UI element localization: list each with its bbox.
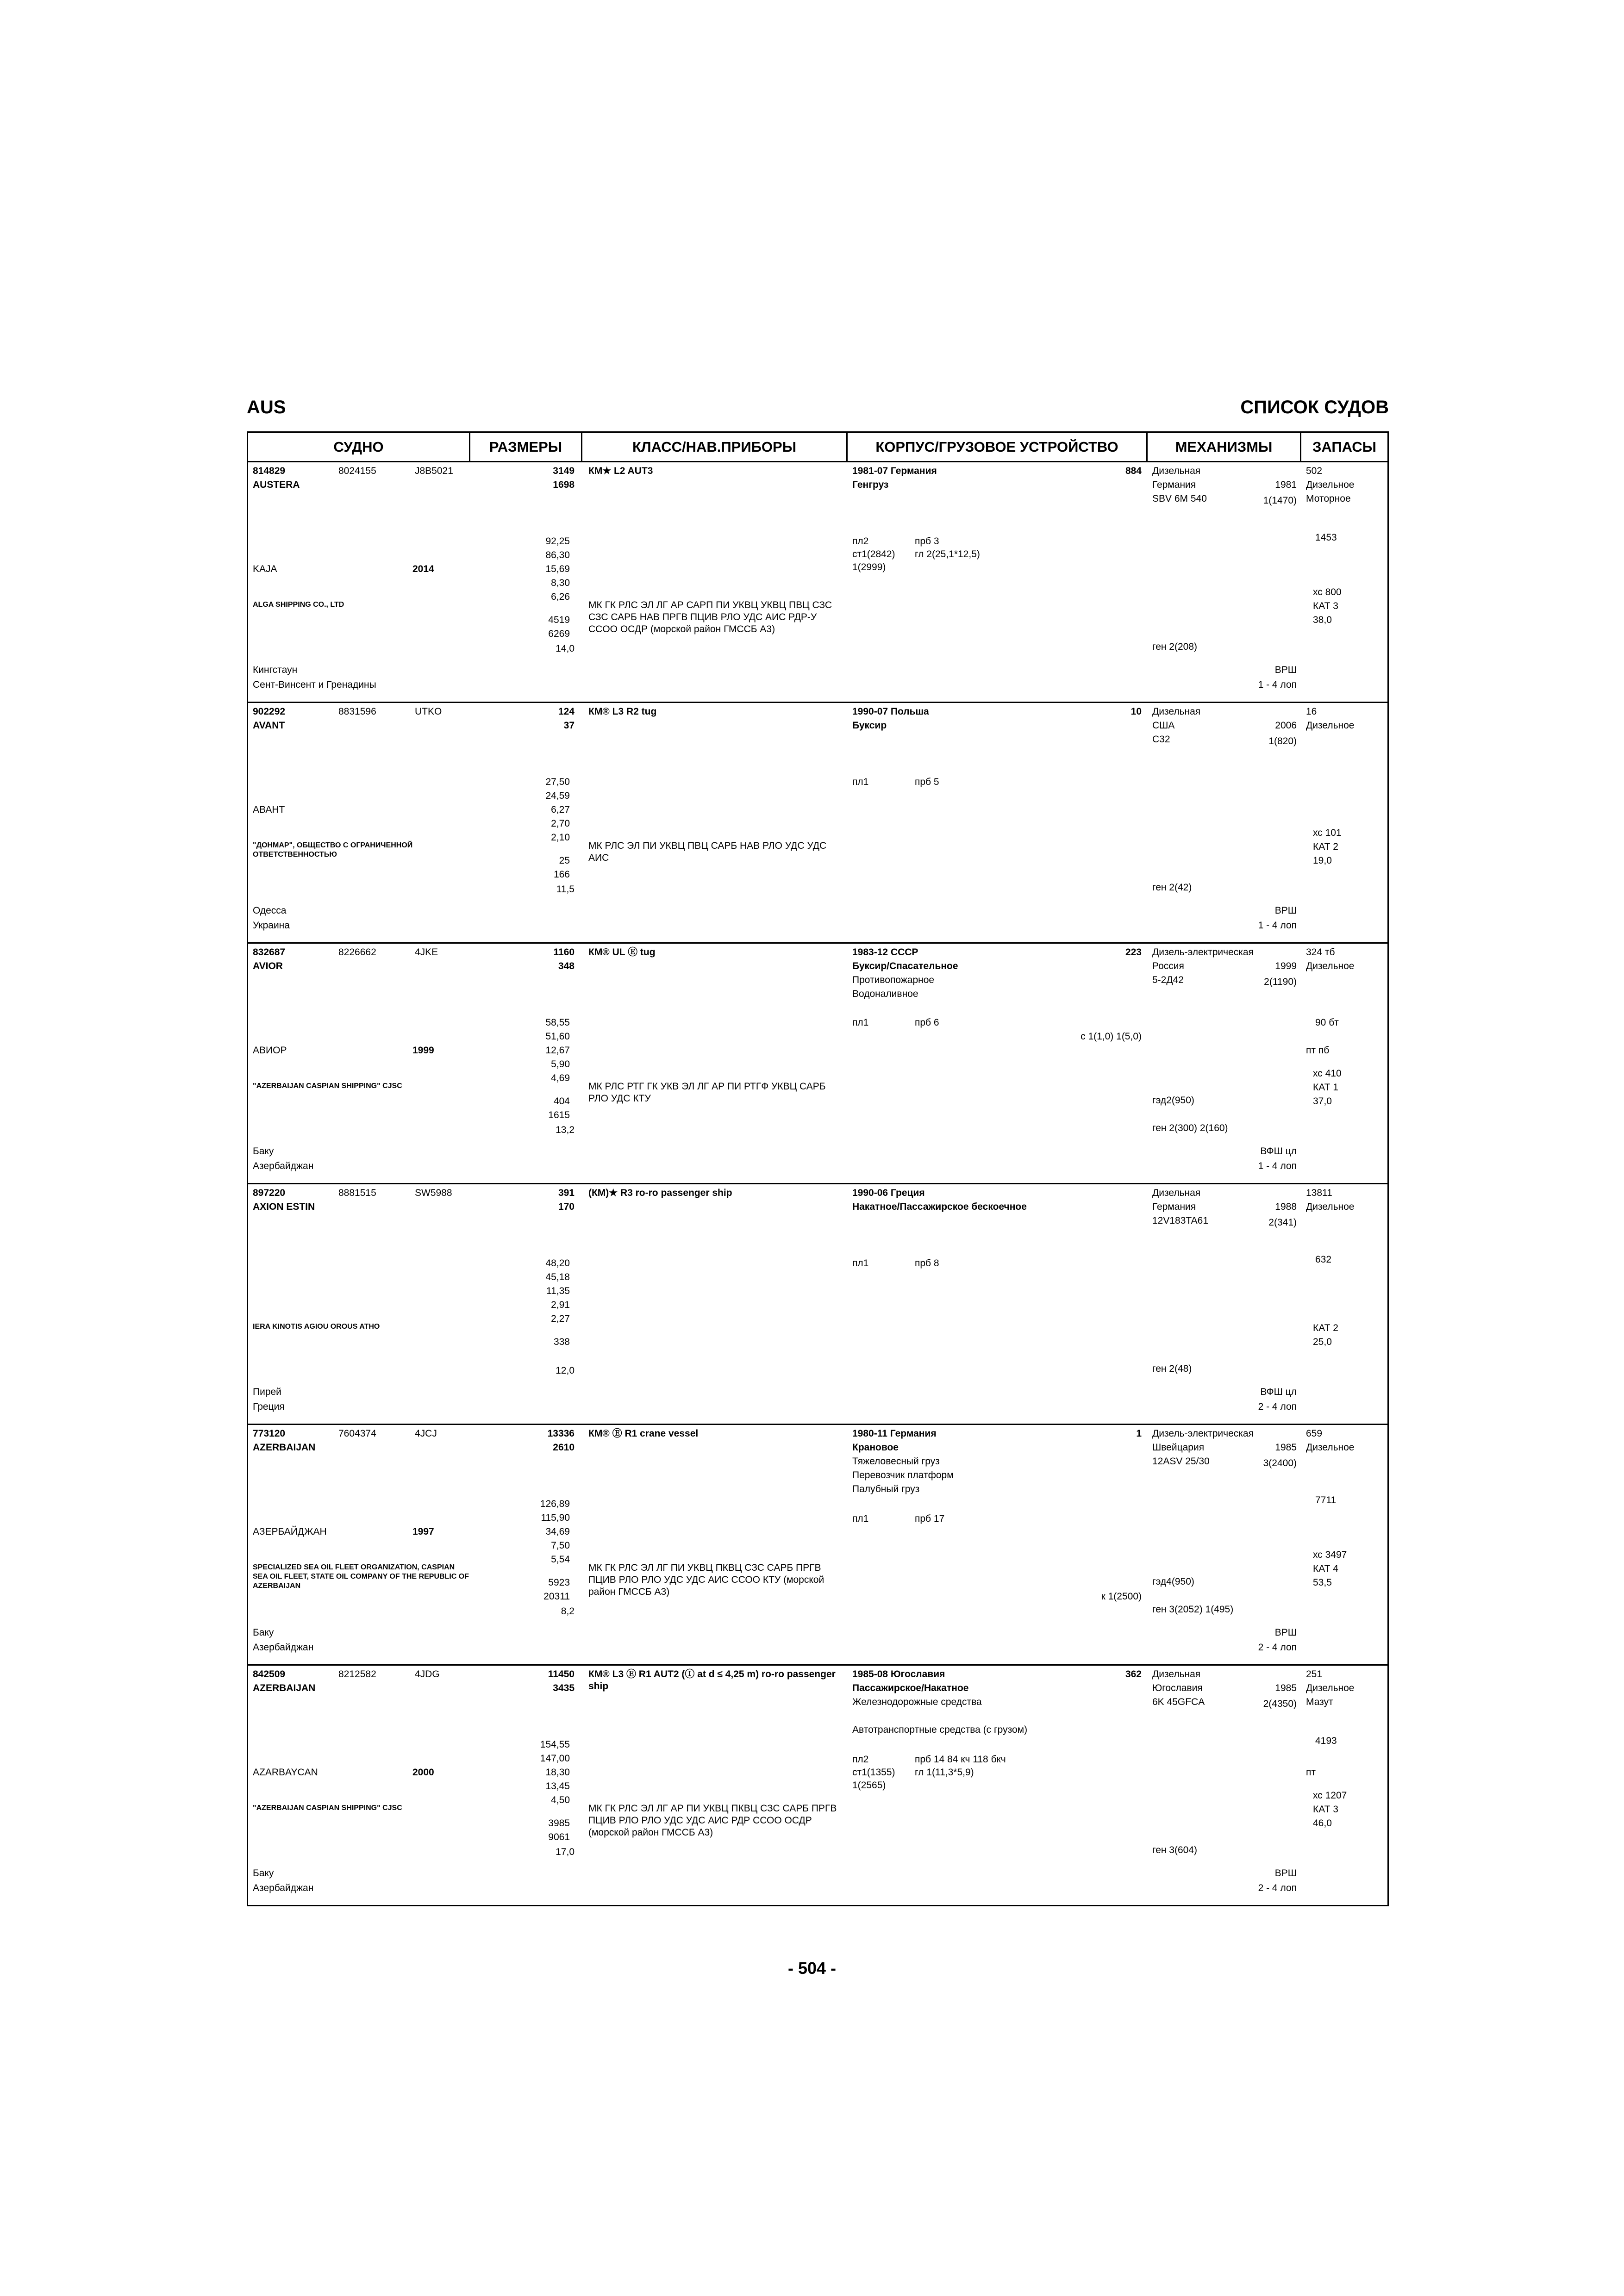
stock-value: 251: [1306, 1669, 1323, 1680]
country-code: AUS: [247, 397, 286, 417]
flag-state: Греция: [253, 1401, 285, 1412]
hull-detail: гл 1(11,3*5,9): [915, 1767, 974, 1778]
imo-number: 8024155: [338, 466, 376, 476]
call-sign: 4JDG: [415, 1669, 440, 1680]
holds-info: 1 - 4 лоп: [1258, 1161, 1297, 1171]
dimension-value: 115,90: [541, 1512, 570, 1523]
stock-value: КАТ 2: [1313, 841, 1338, 852]
dimension-value: 2,70: [551, 818, 570, 829]
hull-type: Крановое: [852, 1442, 899, 1453]
class-notation: КМ® L3 Ⓔ R1 AUT2 (Ⓘ at d ≤ 4,25 m) ro-ro passenger ship: [588, 1669, 836, 1692]
page-number: - 504 -: [787, 1959, 837, 1978]
hull-type: Противопожарное: [852, 975, 935, 985]
engine-power: 3(2400): [1263, 1458, 1297, 1468]
hull-detail: прб 6: [915, 1017, 939, 1028]
column-header-machinery: МЕХАНИЗМЫ: [1148, 433, 1300, 462]
call-sign: 4JCJ: [415, 1428, 437, 1439]
hull-type: Перевозчик платформ: [852, 1470, 954, 1481]
owner-name: "AZERBAIJAN CASPIAN SHIPPING" CJSC: [253, 1082, 402, 1090]
deadweight: 404: [553, 1096, 570, 1107]
class-notation: КМ★ L2 AUT3: [588, 466, 653, 476]
engine-type: Дизель-электрическая: [1152, 947, 1254, 958]
holds-info: 1 - 4 лоп: [1258, 920, 1297, 931]
dimension-value: 13,45: [545, 1781, 570, 1792]
stock-value: 53,5: [1313, 1577, 1332, 1588]
dimension-value: 24,59: [545, 790, 570, 801]
ship-table: [247, 431, 1389, 1906]
engine-year: 1981: [1275, 479, 1297, 490]
dimension-value: 147,00: [540, 1753, 570, 1764]
generator-info: ген 2(42): [1152, 882, 1192, 893]
build-date-country: 1981-07 Германия: [852, 466, 937, 476]
engine-country: Россия: [1152, 961, 1184, 971]
holds-info: 1 - 4 лоп: [1258, 679, 1297, 690]
dimension-value: 5,90: [551, 1059, 570, 1070]
stock-value: 7711: [1315, 1495, 1337, 1506]
registry-number: 842509: [253, 1669, 286, 1680]
deck-info: ВФШ цл: [1260, 1146, 1297, 1157]
ship-name: AUSTERA: [253, 479, 300, 490]
imo-number: 8226662: [338, 947, 376, 958]
dimension-value: 5,54: [551, 1554, 570, 1565]
stock-value: КАТ 3: [1313, 1804, 1338, 1815]
deck-info: ВРШ: [1274, 905, 1297, 916]
engine-type: Дизельная: [1152, 1188, 1201, 1198]
deck-info: ВФШ цл: [1260, 1387, 1297, 1397]
ship-record: [248, 462, 1387, 703]
engine-model: 12V183TA61: [1152, 1215, 1209, 1226]
dimension-value: 7,50: [551, 1540, 570, 1551]
imo-number: 7604374: [338, 1428, 376, 1439]
deadweight: 338: [553, 1337, 570, 1347]
call-sign: UTKO: [415, 706, 442, 717]
stock-value: 19,0: [1313, 855, 1332, 866]
ship-name: AVIOR: [253, 961, 283, 971]
dimension-value: 12,67: [545, 1045, 570, 1056]
dimension-value: 2,91: [551, 1300, 570, 1310]
yard-number: 223: [1125, 947, 1142, 958]
ship-name: AXION ESTIN: [253, 1201, 315, 1212]
stock-value: пт пб: [1306, 1045, 1330, 1056]
engine-type: Дизельная: [1152, 466, 1201, 476]
speed: 17,0: [556, 1847, 575, 1857]
holds-info: 2 - 4 лоп: [1258, 1642, 1297, 1653]
stock-value: 659: [1306, 1428, 1323, 1439]
holds-info: 2 - 4 лоп: [1258, 1883, 1297, 1893]
deadweight: 25: [559, 855, 570, 866]
flag-state: Азербайджан: [253, 1161, 314, 1171]
generator-info: ген 2(48): [1152, 1363, 1192, 1374]
hull-detail: прб 17: [915, 1513, 945, 1524]
engine-model: 12ASV 25/30: [1152, 1456, 1210, 1467]
engine-country: Германия: [1152, 1201, 1196, 1212]
former-name: АЗЕРБАЙДЖАН: [253, 1526, 327, 1537]
net-tonnage: 1698: [553, 479, 575, 490]
generator-info: ген 2(300) 2(160): [1152, 1123, 1228, 1133]
engine-country: США: [1152, 720, 1175, 731]
dimension-value: 6,27: [551, 804, 570, 815]
speed: 11,5: [556, 884, 575, 895]
ship-name: AZERBAIJAN: [253, 1442, 316, 1453]
hull-detail: ст1(2842): [852, 549, 895, 560]
gross-tonnage: 13336: [547, 1428, 575, 1439]
registry-number: 814829: [253, 466, 286, 476]
engine-power: 2(341): [1268, 1217, 1297, 1228]
build-date-country: 1990-07 Польша: [852, 706, 929, 717]
port-of-registry: Баку: [253, 1146, 274, 1157]
generator-info: гэд4(950): [1152, 1576, 1194, 1587]
ship-record: [248, 703, 1387, 944]
hull-detail: гл 2(25,1*12,5): [915, 549, 980, 560]
engine-model: 5-2Д42: [1152, 975, 1184, 985]
dimension-value: 58,55: [545, 1017, 570, 1028]
generator-info: ген 2(208): [1152, 641, 1198, 652]
engine-country: Швейцария: [1152, 1442, 1205, 1453]
hull-type: Автотранспортные средства (с грузом): [852, 1724, 1028, 1735]
hull-type: Генгруз: [852, 479, 889, 490]
hull-type: Пассажирское/Накатное: [852, 1683, 969, 1693]
dimension-value: 51,60: [545, 1031, 570, 1042]
deadweight: 5923: [548, 1577, 570, 1588]
imo-number: 8881515: [338, 1188, 376, 1198]
flag-state: Сент-Винсент и Гренадины: [253, 679, 376, 690]
engine-country: Германия: [1152, 479, 1196, 490]
class-notation: КМ® L3 R2 tug: [588, 706, 657, 717]
former-name: AZARBAYCAN: [253, 1767, 318, 1778]
flag-state: Украина: [253, 920, 290, 931]
dimension-value: 4,69: [551, 1073, 570, 1083]
ship-record: [248, 1666, 1387, 1906]
speed: 12,0: [556, 1365, 575, 1376]
dimension-value: 86,30: [545, 550, 570, 560]
displacement: 9061: [548, 1832, 570, 1842]
engine-model: SBV 6M 540: [1152, 493, 1207, 504]
yard-number: 1: [1136, 1428, 1142, 1439]
stock-value: Мазут: [1306, 1697, 1333, 1707]
ship-name: AZERBAIJAN: [253, 1683, 316, 1693]
owner-name: "AZERBAIJAN CASPIAN SHIPPING" CJSC: [253, 1804, 402, 1812]
deadweight: 4519: [548, 615, 570, 625]
stock-value: хс 101: [1313, 828, 1342, 838]
stock-value: хс 3497: [1313, 1549, 1347, 1560]
stock-value: КАТ 1: [1313, 1082, 1338, 1093]
stock-value: 38,0: [1313, 615, 1332, 625]
column-header-ship: СУДНО: [248, 433, 469, 462]
navigation-equipment: МК ГК РЛС ЭЛ ЛГ АР ПИ УКВЦ ПКВЦ СЗС САРБ ПРГВ ПЦИВ РЛО РЛО УДС УДС АИС РДР ССОО ОСДР (морской район ГМССБ А3): [588, 1803, 837, 1838]
engine-power: 2(1190): [1264, 977, 1297, 987]
hull-type: Железнодорожные средства: [852, 1697, 982, 1707]
build-date-country: 1983-12 СССР: [852, 947, 918, 958]
dimension-value: 45,18: [545, 1272, 570, 1282]
dimension-value: 4,50: [551, 1795, 570, 1805]
gross-tonnage: 1160: [553, 947, 575, 958]
deck-info: ВРШ: [1274, 1868, 1297, 1879]
stock-value: 90 бт: [1315, 1017, 1339, 1028]
engine-power: 2(4350): [1263, 1699, 1297, 1709]
engine-year: 1988: [1275, 1201, 1297, 1212]
former-name-year: 1999: [412, 1045, 434, 1056]
net-tonnage: 37: [563, 720, 575, 731]
net-tonnage: 3435: [553, 1683, 575, 1693]
call-sign: SW5988: [415, 1188, 452, 1198]
dimension-value: 2,10: [551, 832, 570, 843]
gross-tonnage: 124: [558, 706, 575, 717]
flag-state: Азербайджан: [253, 1883, 314, 1893]
column-header-stocks: ЗАПАСЫ: [1301, 433, 1387, 462]
former-name: АВАНТ: [253, 804, 285, 815]
stock-value: 1453: [1315, 532, 1337, 543]
port-of-registry: Одесса: [253, 905, 287, 916]
engine-type: Дизель-электрическая: [1152, 1428, 1254, 1439]
owner-name: SPECIALIZED SEA OIL FLEET ORGANIZATION, CASPIAN SEA OIL FLEET, STATE OIL COMPANY OF THE REPUBLIC OF AZERBAIJAN: [253, 1563, 469, 1590]
stock-value: Дизельное: [1306, 1683, 1355, 1693]
stock-value: хс 1207: [1313, 1790, 1347, 1801]
column-header-class: КЛАСС/НАВ.ПРИБОРЫ: [582, 433, 846, 462]
net-tonnage: 170: [558, 1201, 575, 1212]
dimension-value: 18,30: [545, 1767, 570, 1778]
displacement: 6269: [548, 628, 570, 639]
generator-info: гэд2(950): [1152, 1095, 1194, 1106]
stock-value: хс 800: [1313, 587, 1342, 597]
engine-year: 2006: [1275, 720, 1297, 731]
hull-type: Накатное/Пассажирское бескоечное: [852, 1201, 1027, 1212]
stock-value: Дизельное: [1306, 1201, 1355, 1212]
build-date-country: 1990-06 Греция: [852, 1188, 925, 1198]
former-name-year: 1997: [412, 1526, 434, 1537]
deck-info: ВРШ: [1274, 665, 1297, 675]
stock-value: 16: [1306, 706, 1317, 717]
stock-value: КАТ 4: [1313, 1563, 1338, 1574]
owner-name: ALGA SHIPPING CO., LTD: [253, 601, 344, 609]
dimension-value: 11,35: [546, 1286, 570, 1296]
navigation-equipment: МК РЛС ЭЛ ПИ УКВЦ ПВЦ САРБ НАВ РЛО УДС УДС АИС: [588, 840, 827, 863]
ship-record: [248, 1184, 1387, 1425]
stock-value: 324 тб: [1306, 947, 1335, 958]
stock-value: хс 410: [1313, 1068, 1342, 1079]
gross-tonnage: 391: [558, 1188, 575, 1198]
stock-value: 25,0: [1313, 1337, 1332, 1347]
stock-value: 502: [1306, 466, 1323, 476]
hull-detail: 1(2999): [852, 562, 886, 572]
speed: 14,0: [556, 643, 575, 654]
class-notation: КМ® Ⓔ R1 crane vessel: [588, 1428, 699, 1439]
stock-value: 46,0: [1313, 1818, 1332, 1829]
column-header-hull: КОРПУС/ГРУЗОВОЕ УСТРОЙСТВО: [848, 433, 1146, 462]
port-of-registry: Баку: [253, 1627, 274, 1638]
stock-value: 37,0: [1313, 1096, 1332, 1107]
port-of-registry: Баку: [253, 1868, 274, 1879]
call-sign: J8B5021: [415, 466, 453, 476]
generator-info: ген 3(2052) 1(495): [1152, 1604, 1234, 1615]
holds-info: 2 - 4 лоп: [1258, 1401, 1297, 1412]
registry-number: 902292: [253, 706, 286, 717]
speed: 8,2: [561, 1606, 575, 1617]
engine-model: C32: [1152, 734, 1170, 745]
yard-number: 362: [1125, 1669, 1142, 1680]
deck-info: ВРШ: [1274, 1627, 1297, 1638]
dimension-value: 126,89: [540, 1499, 570, 1509]
cargo-gear: с 1(1,0) 1(5,0): [1081, 1031, 1142, 1042]
build-date-country: 1985-08 Югославия: [852, 1669, 945, 1680]
hull-detail: пл1: [852, 1017, 869, 1028]
stock-value: КАТ 3: [1313, 601, 1338, 611]
port-of-registry: Пирей: [253, 1387, 281, 1397]
stock-value: Дизельное: [1306, 720, 1355, 731]
hull-detail: пл2: [852, 536, 869, 547]
stock-value: КАТ 2: [1313, 1323, 1338, 1333]
displacement: 1615: [548, 1110, 570, 1120]
ship-record: [248, 1425, 1387, 1666]
hull-detail: прб 5: [915, 777, 939, 787]
dimension-value: 6,26: [551, 591, 570, 602]
navigation-equipment: МК РЛС РТГ ГК УКВ ЭЛ ЛГ АР ПИ РТГФ УКВЦ САРБ РЛО УДС КТУ: [588, 1081, 826, 1104]
dimension-value: 15,69: [545, 564, 570, 574]
engine-type: Дизельная: [1152, 706, 1201, 717]
dimension-value: 48,20: [545, 1258, 570, 1269]
gross-tonnage: 3149: [553, 466, 575, 476]
imo-number: 8212582: [338, 1669, 376, 1680]
gross-tonnage: 11450: [548, 1669, 575, 1680]
net-tonnage: 2610: [553, 1442, 575, 1453]
hull-type: Водоналивное: [852, 989, 918, 999]
stock-value: Дизельное: [1306, 1442, 1355, 1453]
hull-type: Палубный груз: [852, 1484, 920, 1494]
dimension-value: 8,30: [551, 578, 570, 588]
stock-value: 13811: [1306, 1188, 1332, 1198]
yard-number: 10: [1131, 706, 1142, 717]
call-sign: 4JKE: [415, 947, 438, 958]
imo-number: 8831596: [338, 706, 376, 717]
column-header-dimensions: РАЗМЕРЫ: [470, 433, 581, 462]
former-name-year: 2014: [412, 564, 434, 574]
owner-name: "ДОНМАР", ОБЩЕСТВО С ОГРАНИЧЕННОЙ ОТВЕТСТВЕННОСТЬЮ: [253, 841, 413, 859]
stock-value: 4193: [1315, 1736, 1337, 1746]
stock-value: Дизельное: [1306, 961, 1355, 971]
deadweight: 3985: [548, 1818, 570, 1829]
hull-type: Буксир: [852, 720, 887, 731]
former-name: KAJA: [253, 564, 277, 574]
navigation-equipment: МК ГК РЛС ЭЛ ЛГ АР САРП ПИ УКВЦ УКВЦ ПВЦ СЗС СЗС САРБ НАВ ПРГВ ПЦИВ РЛО УДС АИС РДР-У СCОО ОСДР (морской район ГМССБ А3): [588, 600, 832, 635]
former-name-year: 2000: [412, 1767, 434, 1778]
hull-detail: прб 3: [915, 536, 939, 547]
dimension-value: 92,25: [545, 536, 570, 547]
page-title: СПИСОК СУДОВ: [1240, 397, 1389, 417]
hull-detail: ст1(1355): [852, 1767, 895, 1778]
engine-type: Дизельная: [1152, 1669, 1201, 1680]
class-notation: КМ® UL Ⓔ tug: [588, 947, 656, 958]
dimension-value: 27,50: [545, 777, 570, 787]
engine-model: 6K 45GFCA: [1152, 1697, 1205, 1707]
build-date-country: 1980-11 Германия: [852, 1428, 937, 1439]
engine-power: 1(1470): [1263, 495, 1297, 506]
dimension-value: 154,55: [540, 1739, 570, 1750]
net-tonnage: 348: [558, 961, 575, 971]
yard-number: 884: [1125, 466, 1142, 476]
cargo-gear: к 1(2500): [1101, 1591, 1142, 1602]
engine-power: 1(820): [1268, 736, 1297, 747]
engine-year: 1985: [1275, 1683, 1297, 1693]
stock-value: Моторное: [1306, 493, 1351, 504]
flag-state: Азербайджан: [253, 1642, 314, 1653]
owner-name: IERA KINOTIS AGIOU OROUS ATHO: [253, 1323, 380, 1331]
registry-number: 832687: [253, 947, 286, 958]
hull-detail: пл1: [852, 1513, 869, 1524]
registry-number: 897220: [253, 1188, 286, 1198]
port-of-registry: Кингстаун: [253, 665, 298, 675]
displacement: 166: [553, 869, 570, 880]
engine-country: Югославия: [1152, 1683, 1203, 1693]
class-notation: (КМ)★ R3 ro-ro passenger ship: [588, 1188, 732, 1198]
stock-value: пт: [1306, 1767, 1316, 1778]
hull-detail: прб 8: [915, 1258, 939, 1269]
dimension-value: 2,27: [551, 1313, 570, 1324]
hull-detail: пл1: [852, 1258, 869, 1269]
engine-year: 1999: [1275, 961, 1297, 971]
stock-value: 632: [1315, 1254, 1332, 1265]
hull-type: Буксир/Спасательное: [852, 961, 958, 971]
displacement: 20311: [543, 1591, 570, 1602]
former-name: АВИОР: [253, 1045, 287, 1056]
ship-record: [248, 944, 1387, 1184]
dimension-value: 34,69: [545, 1526, 570, 1537]
hull-detail: пл1: [852, 777, 869, 787]
stock-value: Дизельное: [1306, 479, 1355, 490]
hull-detail: пл2: [852, 1754, 869, 1765]
hull-detail: прб 14 84 кч 118 бкч: [915, 1754, 1006, 1765]
hull-type: Тяжеловесный груз: [852, 1456, 940, 1467]
registry-number: 773120: [253, 1428, 286, 1439]
hull-detail: 1(2565): [852, 1780, 886, 1791]
speed: 13,2: [556, 1125, 575, 1135]
ship-name: AVANT: [253, 720, 285, 731]
generator-info: ген 3(604): [1152, 1845, 1198, 1855]
navigation-equipment: МК ГК РЛС ЭЛ ЛГ ПИ УКВЦ ПКВЦ СЗС САРБ ПРГВ ПЦИВ РЛО РЛО УДС УДС АИС ССОО КТУ (морской район ГМССБ А3): [588, 1562, 824, 1597]
engine-year: 1985: [1275, 1442, 1297, 1453]
